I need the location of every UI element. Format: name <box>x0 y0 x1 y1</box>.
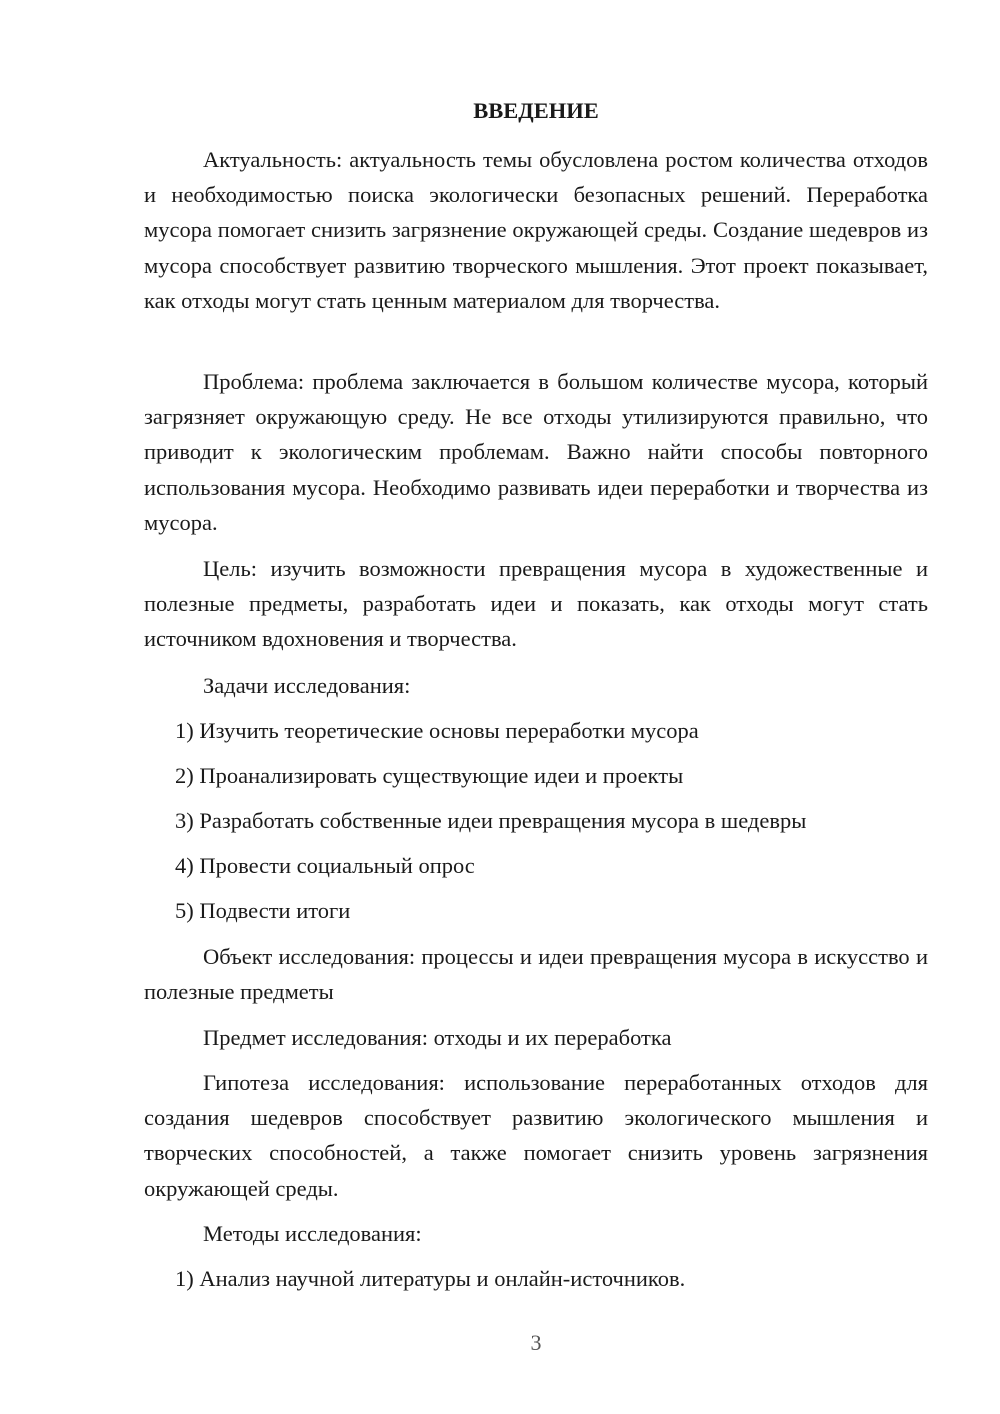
task-item-5: 5) Подвести итоги <box>175 898 351 923</box>
page-number: 3 <box>530 1330 542 1355</box>
goal-paragraph: Цель: изучить возможности превращения мусора в художественные и полезные предметы, разработать идеи и показать, как отходы могут стать источником вдохновения и творчества. <box>144 556 928 652</box>
task-item-2: 2) Проанализировать существующие идеи и проекты <box>175 763 684 788</box>
task-item-4: 4) Провести социальный опрос <box>175 853 475 878</box>
task-item-1: 1) Изучить теоретические основы переработки мусора <box>175 718 699 743</box>
methods-title: Методы исследования: <box>203 1221 422 1246</box>
relevance-paragraph: Актуальность: актуальность темы обусловлена ростом количества отходов и необходимостью поиска экологически безопасных решений. Переработка мусора помогает снизить загрязнение окружающей среды. Создание шедевров из мусора способствует развитию творческого мышления. Этот проект показывает, как отходы могут стать ценным материалом для творчества. <box>144 147 928 313</box>
task-item-3: 3) Разработать собственные идеи превращения мусора в шедевры <box>175 808 807 833</box>
object-paragraph: Объект исследования: процессы и идеи превращения мусора в искусство и полезные предметы <box>144 944 928 1005</box>
method-item-1: 1) Анализ научной литературы и онлайн-источников. <box>175 1266 686 1291</box>
section-heading: ВВЕДЕНИЕ <box>473 98 599 123</box>
subject-paragraph: Предмет исследования: отходы и их переработка <box>203 1025 672 1050</box>
hypothesis-paragraph: Гипотеза исследования: использование переработанных отходов для создания шедевров способствует развитию экологического мышления и творческих способностей, а также помогает снизить уровень загрязнения окружающей среды. <box>144 1070 928 1201</box>
tasks-title: Задачи исследования: <box>203 673 411 698</box>
problem-paragraph: Проблема: проблема заключается в большом количестве мусора, который загрязняет окружающую среду. Не все отходы утилизируются правильно, что приводит к экологическим проблемам. Важно найти способы повторного использования мусора. Необходимо развивать идеи переработки и творчества из мусора. <box>144 369 928 535</box>
